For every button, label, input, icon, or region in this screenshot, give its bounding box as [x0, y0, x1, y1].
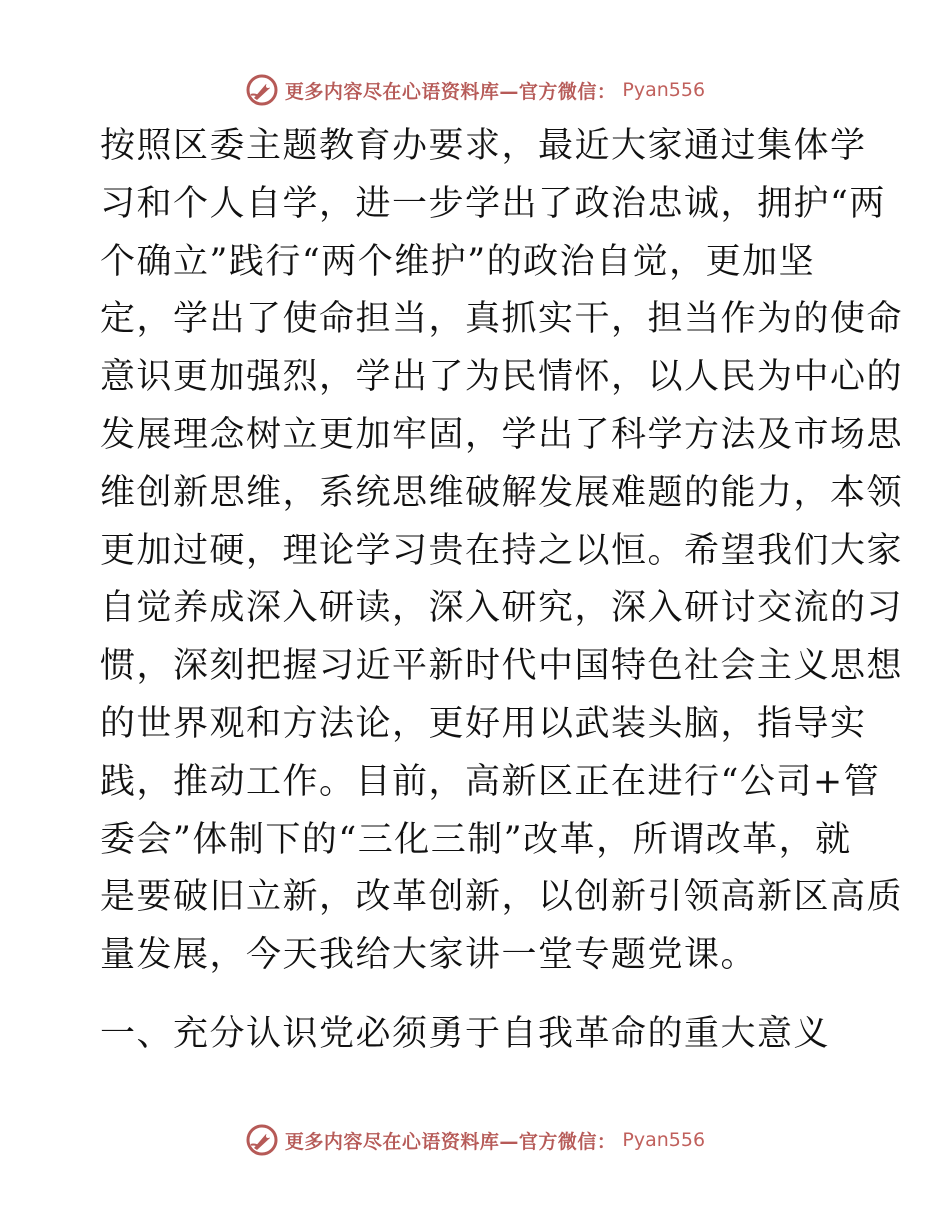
pen-nib-logo-icon [245, 73, 279, 107]
body-line: 习和个人自学，进一步学出了政治忠诚，拥护“两 [100, 183, 886, 224]
body-line: 发展理念树立更加牢固，学出了科学方法及市场思 [100, 414, 904, 455]
body-line: 个确立”践行“两个维护”的政治自觉，更加坚 [100, 241, 816, 282]
body-line: 量发展，今天我给大家讲一堂专题党课。 [100, 935, 758, 976]
body-line: 践，推动工作。目前，高新区正在进行“公司+管 [100, 761, 881, 802]
body-line: 是要破旧立新，改革创新，以创新引领高新区高质 [100, 877, 904, 918]
body-line: 委会”体制下的“三化三制”改革，所谓改革，就 [100, 819, 852, 860]
pen-nib-logo-icon [245, 1123, 279, 1157]
body-line: 自觉养成深入研读，深入研究，深入研讨交流的习 [100, 588, 904, 629]
section-heading: 一、充分认识党必须勇于自我革命的重大意义 [100, 1013, 831, 1054]
document-body [100, 118, 904, 1063]
banner-text: 更多内容尽在心语资料库—官方微信： [284, 1130, 617, 1153]
banner-text: 更多内容尽在心语资料库—官方微信： [284, 80, 617, 103]
body-line: 的世界观和方法论，更好用以武装头脑，指导实 [100, 703, 867, 744]
footer-watermark-banner [0, 1120, 950, 1160]
body-line: 意识更加强烈，学出了为民情怀，以人民为中心的 [100, 357, 904, 398]
body-line: 维创新思维，系统思维破解发展难题的能力，本领 [100, 472, 904, 513]
wechat-id: Pyan556 [622, 79, 706, 101]
body-line: 按照区委主题教育办要求，最近大家通过集体学 [100, 126, 867, 166]
body-line: 定，学出了使命担当，真抓实干，担当作为的使命 [100, 299, 904, 340]
body-line: 更加过硬，理论学习贵在持之以恒。希望我们大家 [100, 530, 904, 571]
wechat-id: Pyan556 [622, 1129, 706, 1151]
header-watermark-banner [0, 70, 950, 110]
body-line: 惯，深刻把握习近平新时代中国特色社会主义思想 [100, 646, 904, 687]
